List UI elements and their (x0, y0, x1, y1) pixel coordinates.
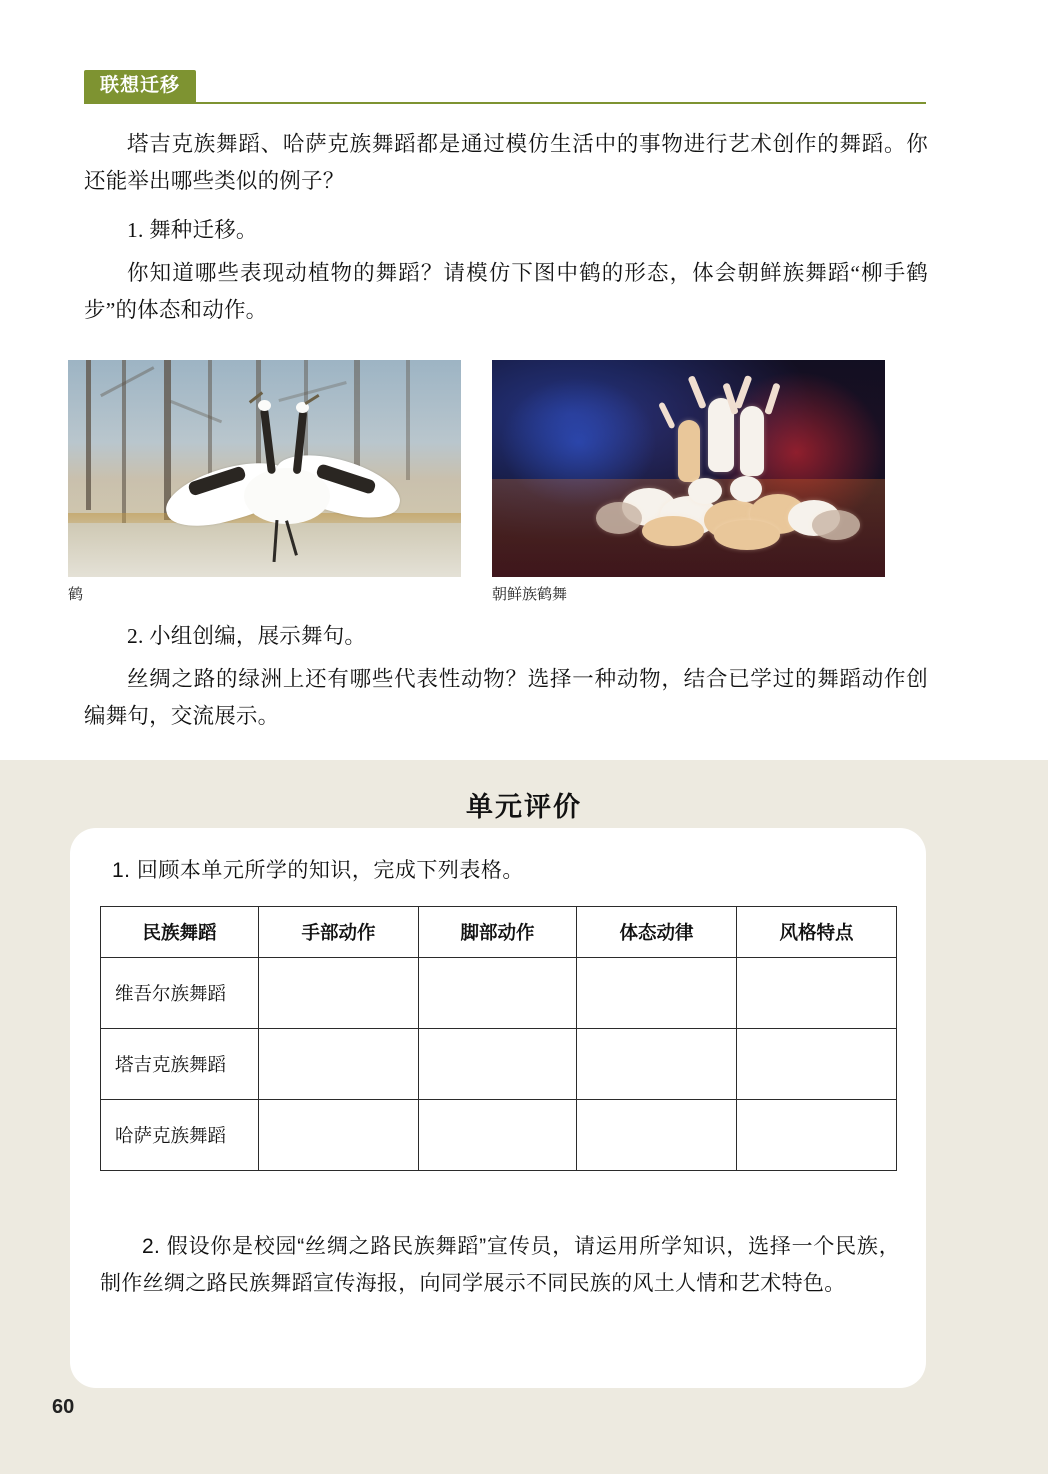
table-cell-blank[interactable] (737, 958, 897, 1029)
table-cell-blank[interactable] (419, 958, 577, 1029)
table-cell-blank[interactable] (259, 1100, 419, 1171)
table-header-cell: 体态动律 (577, 907, 737, 958)
figure-korean-crane-dance (492, 360, 885, 604)
unit-evaluation-card (70, 828, 926, 1388)
table-cell-blank[interactable] (259, 1029, 419, 1100)
figure-crane-caption: 鹤 (68, 586, 84, 603)
question-1: 1. 回顾本单元所学的知识，完成下列表格。 (112, 859, 524, 882)
crane-photo (68, 360, 461, 577)
unit-evaluation-title: 单元评价 (466, 792, 582, 822)
item1-title: 1. 舞种迁移。 (127, 218, 258, 242)
evaluation-table (100, 906, 897, 1171)
table-row-label: 维吾尔族舞蹈 (101, 958, 259, 1029)
table-cell-blank[interactable] (577, 1100, 737, 1171)
table-header-cell: 风格特点 (737, 907, 897, 958)
table-cell-blank[interactable] (419, 1029, 577, 1100)
table-row (101, 1100, 897, 1171)
table-header-cell: 脚部动作 (419, 907, 577, 958)
table-cell-blank[interactable] (419, 1100, 577, 1171)
korean-crane-dance-photo (492, 360, 885, 577)
table-cell-blank[interactable] (737, 1029, 897, 1100)
table-header-row (101, 907, 897, 958)
table-cell-blank[interactable] (737, 1100, 897, 1171)
table-cell-blank[interactable] (259, 958, 419, 1029)
table-cell-blank[interactable] (577, 958, 737, 1029)
table-header-cell: 手部动作 (259, 907, 419, 958)
unit-evaluation-section (0, 760, 1048, 1474)
question-2: 2. 假设你是校园“丝绸之路民族舞蹈”宣传员，请运用所学知识，选择一个民族，制作丝绸之路民族舞蹈宣传海报，向同学展示不同民族的风土人情和艺术特色。 (100, 1235, 900, 1295)
table-row-label: 哈萨克族舞蹈 (101, 1100, 259, 1171)
table-row (101, 1029, 897, 1100)
figure-dance-caption: 朝鲜族鹤舞 (492, 586, 568, 603)
section-divider (84, 102, 926, 104)
item1-body: 你知道哪些表现动植物的舞蹈？请模仿下图中鹤的形态，体会朝鲜族舞蹈“柳手鹤步”的体态和动作。 (84, 261, 928, 322)
section-header (84, 70, 926, 104)
table-cell-blank[interactable] (577, 1029, 737, 1100)
page-number: 60 (52, 1396, 75, 1418)
item2-title: 2. 小组创编，展示舞句。 (127, 624, 367, 648)
table-row-label: 塔吉克族舞蹈 (101, 1029, 259, 1100)
table-row (101, 958, 897, 1029)
table-header-cell: 民族舞蹈 (101, 907, 259, 958)
section-tag-label: 联想迁移 (84, 70, 196, 104)
item2-body: 丝绸之路的绿洲上还有哪些代表性动物？选择一种动物，结合已学过的舞蹈动作创编舞句，交流展示。 (84, 667, 928, 728)
figure-crane (68, 360, 461, 604)
intro-paragraph: 塔吉克族舞蹈、哈萨克族舞蹈都是通过模仿生活中的事物进行艺术创作的舞蹈。你还能举出哪些类似的例子？ (84, 132, 928, 193)
